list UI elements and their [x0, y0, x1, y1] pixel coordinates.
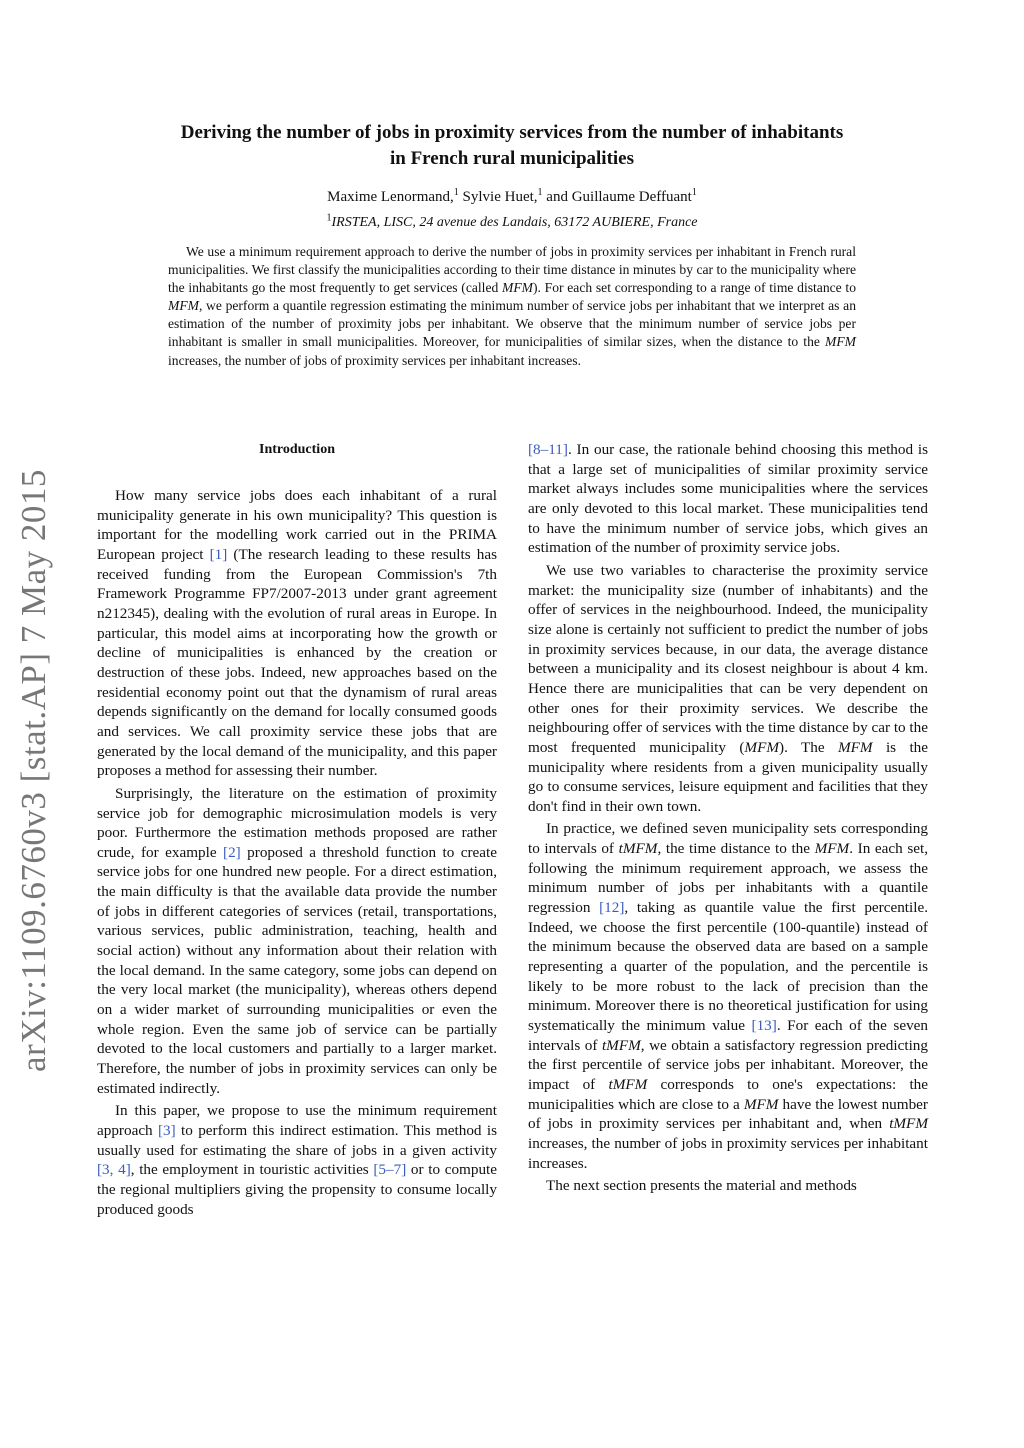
citation-link[interactable]: [1]	[209, 545, 228, 563]
author-1-affil-marker: 1	[453, 187, 459, 198]
paragraph-text: We use two variables to characterise the proximity service market: the municipality size (number of inhabitants) and the offer of services in the neighbourhood. Indeed, the municipality size alone is certainly not sufficient to predict the number of jobs in proximity services because, in our data, the average distance between a municipality and its closest neighbour is about 4 km. Hence there are municipalities that can be very dependent on other ones for their proximity services. We describe the neighbouring offer of services with the time distance by car to the most frequented municipality (	[528, 561, 928, 756]
paragraph-text: have the lowest number of jobs in proximity services per inhabitant and, when	[528, 1095, 928, 1133]
math-symbol: MFM	[743, 1095, 779, 1113]
affiliation-text: IRSTEA, LISC, 24 avenue des Landais, 63172 AUBIERE, France	[331, 215, 698, 230]
paragraph-text: , the employment in touristic activities	[130, 1161, 374, 1179]
paragraph-text: , we obtain a satisfactory regression predicting the first percentile of service jobs per inhabitant. Moreover, the impact of	[528, 1036, 928, 1093]
citation-link[interactable]: [3]	[158, 1122, 176, 1139]
math-symbol: MFM	[744, 738, 780, 756]
affiliation	[80, 213, 944, 233]
body-column-left	[97, 440, 497, 1222]
citation-link[interactable]: [2]	[223, 843, 241, 861]
body-column-right	[528, 440, 928, 1199]
author-list	[80, 187, 944, 207]
math-symbol: MFM	[814, 840, 850, 858]
paragraph-text: How many service jobs does each inhabitant of a rural municipality generate in his own municipality? This question is important for the modelling work carried out in the PRIMA European project	[97, 487, 497, 563]
citation-link[interactable]: [12]	[599, 899, 625, 917]
paragraph-text: increases, the number of jobs in proximity services per inhabitant increases.	[528, 1134, 928, 1172]
paragraph-text: corresponds to one's expectations: the municipalities which are close to a	[528, 1076, 928, 1113]
abstract-math: MFM	[502, 280, 533, 296]
title-line-1: Deriving the number of jobs in proximity services from the number of inhabitants	[180, 122, 844, 143]
math-symbol: MFM	[837, 738, 873, 756]
abstract-math: MFM	[168, 298, 199, 314]
paragraph-text: . In our case, the rationale behind choosing this method is that a large set of municipalities of similar proximity service market always includes some municipalities where the services are only devoted to this local market. These municipalities tend to have the minimum number of service jobs, which gives an estimation of the number of proximity service jobs.	[528, 441, 928, 557]
paragraph-text: to perform this indirect estimation. This method is usually used for estimating the share of jobs in a given activity	[97, 1122, 497, 1159]
title-line-2: in French rural municipalities	[389, 148, 634, 169]
paragraph	[97, 784, 497, 1099]
paper-title	[80, 120, 944, 172]
paragraph-text: or to compute the regional multipliers giving the propensity to consume locally produced goods	[97, 1161, 498, 1218]
citation-link[interactable]: [8–11]	[528, 441, 568, 458]
abstract-math: MFM	[825, 334, 856, 350]
citation-link[interactable]: [13]	[751, 1017, 777, 1035]
paragraph-text: The next section presents the material and methods	[546, 1177, 857, 1195]
paragraph	[528, 561, 928, 817]
paragraph	[528, 440, 928, 558]
paragraph-text: proposed a threshold function to create service jobs for one hundred new people. For a direct estimation, the main difficulty is that the available data provide the number of jobs in different categories of services (retail, transportations, various services, public administration, teaching, health and social action) without any information about their relation with the local demand. In the same category, some jobs can depend on the very local market (the municipality), whereas others depend on a wider market of surrounding municipalities or even the whole region. Even the same job of service can be partially devoted to the local customers and partially to a larger market. Therefore, the number of jobs in proximity services can only be estimated indirectly.	[97, 843, 497, 1097]
author-3-affil-marker: 1	[691, 187, 697, 198]
abstract-text: , we perform a quantile regression estimating the minimum number of service jobs per inhabitant that we interpret as an estimation of the number of proximity jobs per inhabitant. We observe that the minimum number of service jobs per inhabitant is smaller in small municipalities. Moreover, for municipalities of similar sizes, when the distance to the	[168, 298, 856, 350]
citation-link[interactable]: [5–7]	[373, 1161, 407, 1179]
abstract-text: increases, the number of jobs of proximity services per inhabitant increases.	[168, 352, 581, 368]
arxiv-identifier-stamp: arXiv:1109.6760v3 [stat.AP] 7 May 2015	[14, 469, 53, 1072]
paragraph	[528, 1176, 928, 1196]
paragraph-text: . For each of the seven intervals of	[528, 1017, 928, 1054]
citation-link[interactable]: [3, 4]	[97, 1161, 131, 1179]
math-symbol: tMFM	[601, 1036, 641, 1054]
paragraph-text: , the time distance to the	[657, 840, 815, 858]
math-symbol: tMFM	[889, 1115, 928, 1133]
paragraph-text: is the municipality where residents from a given municipality usually go to consume services, leisure equipment and facilities that they don't find in their own town.	[528, 738, 928, 815]
math-symbol: tMFM	[608, 1076, 648, 1093]
author-2: Sylvie Huet,	[462, 189, 538, 205]
paragraph-text: . In each set, following the minimum requirement approach, we assess the minimum number of jobs per inhabitants with a quantile regression	[528, 840, 929, 917]
paragraph-text: In this paper, we propose to use the minimum requirement approach	[97, 1102, 497, 1139]
paragraph-text: In practice, we defined seven municipality sets corresponding to intervals of	[528, 820, 928, 858]
abstract-text: ). For each set corresponding to a range of time distance to	[532, 280, 856, 296]
paragraph	[97, 486, 497, 781]
paragraph-text: Surprisingly, the literature on the estimation of proximity service job for demographic microsimulation models is very poor. Furthermore the estimation methods proposed are rather crude, for example	[97, 784, 497, 861]
paragraph	[97, 1101, 497, 1219]
author-3: Guillaume Deffuant	[571, 189, 692, 205]
author-2-affil-marker: 1	[537, 187, 543, 198]
paragraph-text: (The research leading to these results has received funding from the European Commission's 7th Framework Programme FP7/2007-2013 under grant agreement n212345), dealing with the evolution of rural areas in Europe. In particular, this model aims at incorporating how the growth or decline of municipalities is enhanced by the creation or destruction of these jobs. Indeed, new approaches based on the residential economy point out that the dynamism of rural areas depends significantly on the demand for locally consumed goods and services. We call proximity service these jobs that are generated by the local demand of the municipality, and this paper proposes a method for assessing their number.	[97, 545, 497, 780]
paragraph	[528, 819, 928, 1173]
author-1: Maxime Lenormand,	[327, 189, 454, 205]
affiliation-marker: 1	[326, 212, 332, 224]
author-conjunction: and	[546, 189, 568, 205]
section-heading-introduction: Introduction	[259, 442, 335, 457]
abstract	[168, 243, 856, 370]
math-symbol: tMFM	[618, 840, 658, 858]
abstract-text: We use a minimum requirement approach to derive the number of jobs in proximity services per inhabitant in French rural municipalities. We first classify the municipalities according to their time distance in minutes by car to the municipality where the inhabitants go the most frequently to get services (called	[168, 244, 856, 296]
paragraph-text: ). The	[779, 738, 838, 756]
paragraph-text: , taking as quantile value the first percentile. Indeed, we choose the first percentile (100-quantile) instead of the minimum because the observed data are based on a sample representing a quarter of the population, and the percentile is likely to be more robust to the lack of precision than the minimum. Moreover there is no theoretical justification for using systematically the minimum value	[528, 899, 928, 1035]
